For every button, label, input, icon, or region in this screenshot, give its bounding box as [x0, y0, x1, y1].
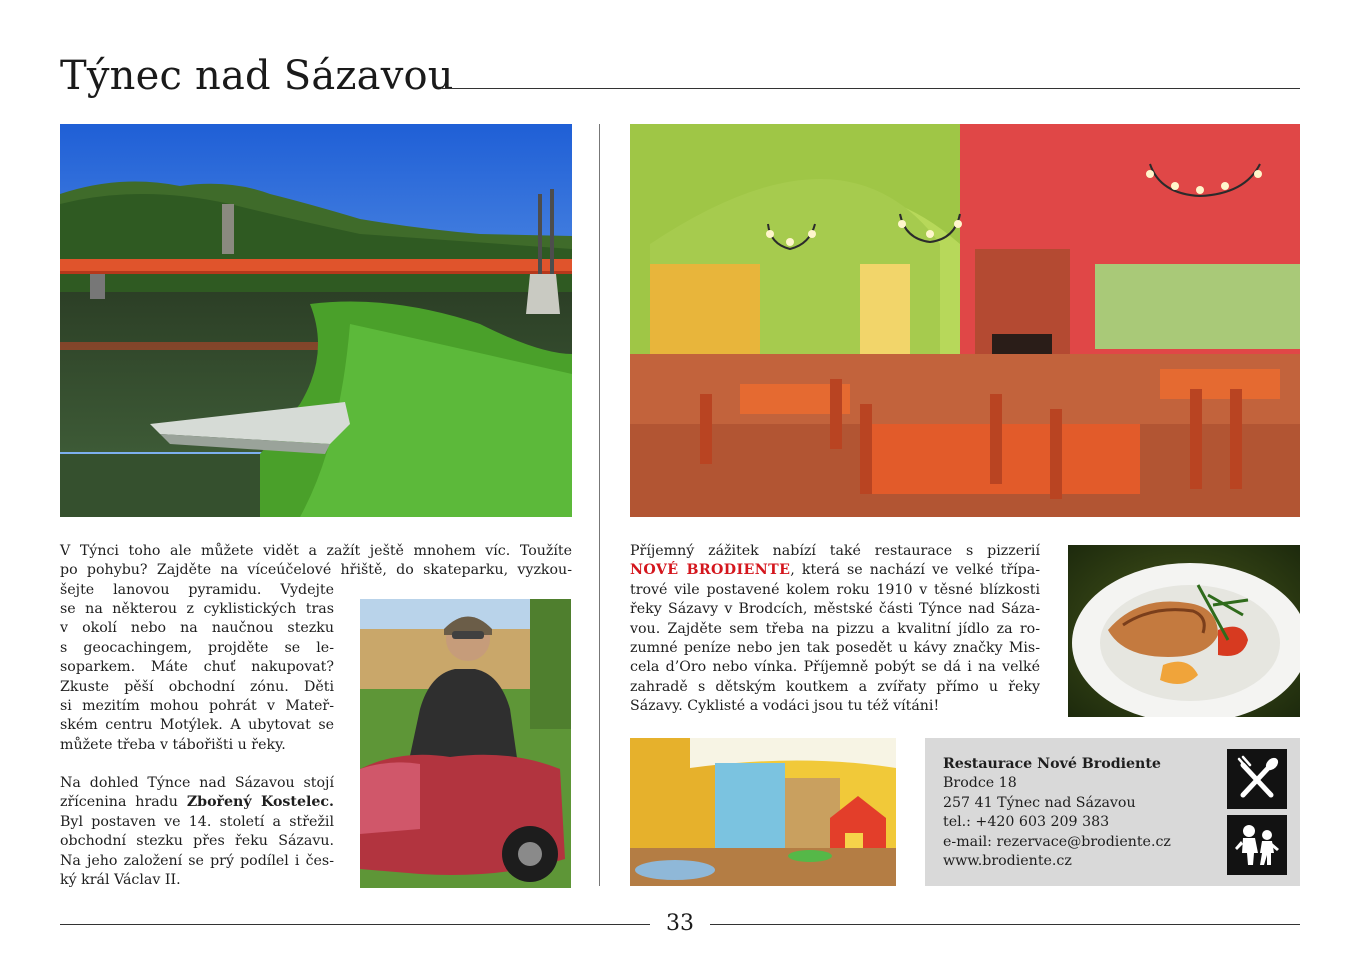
- page-title: Týnec nad Sázavou: [60, 53, 454, 99]
- text-line: řeky Sázavy v Brodcích, městské části Týnce nad Sáza-: [630, 601, 1040, 618]
- restaurant-brand-name: NOVÉ BRODIENTE: [630, 562, 791, 579]
- text-line: ském centru Motýlek. A ubytovat se: [60, 717, 334, 734]
- text-line: Sázavy. Cyklisté a vodáci jsou tu též vítáni!: [630, 698, 940, 715]
- footer-rule-right: [710, 924, 1300, 925]
- castle-name: Zbořený Kostelec.: [186, 794, 334, 811]
- text-line: se na některou z cyklistických tras: [60, 601, 334, 617]
- contact-email: e-mail: rezervace@brodiente.cz: [943, 833, 1171, 850]
- text-line: šejte lanovou pyramidu. Vydejte: [60, 581, 334, 598]
- text-line: zahradě s dětským koutkem a zvířaty přímo u řeky: [630, 678, 1040, 695]
- column-divider: [599, 124, 600, 886]
- text-line: V Týnci toho ale můžete vidět a zažít ještě mnohem víc. Toužíte: [60, 543, 572, 559]
- photo-kids-corner: [630, 738, 896, 886]
- text-line: soparkem. Máte chuť nakupovat?: [60, 659, 334, 676]
- fork-knife-icon: [1227, 749, 1287, 809]
- text-line: můžete třeba v tábořišti u řeky.: [60, 736, 286, 753]
- footer-rule-left: [60, 924, 650, 925]
- text-line: vou. Zajděte sem třeba na pizzu a kvalitní jídlo za ro-: [630, 620, 1040, 637]
- text-line: s geocachingem, projděte se le-: [60, 639, 334, 656]
- left-text-narrow: [60, 600, 334, 755]
- contact-phone: tel.: +420 603 209 383: [943, 814, 1110, 831]
- text-line: Na jeho založení se prý podílel i čes-: [60, 852, 334, 869]
- photo-restaurant-interior: [630, 124, 1300, 517]
- right-text-restaurant: [630, 542, 1040, 717]
- text-line: obchodní stezku přes řeku Sázavu.: [60, 833, 334, 850]
- text-line: si mezitím mohou pohrát v Mateř-: [60, 697, 334, 714]
- contact-website: www.brodiente.cz: [943, 852, 1072, 869]
- text-line: v okolí nebo na naučnou stezku: [60, 620, 334, 637]
- text-line: Zkuste pěší obchodní zónu. Děti: [60, 678, 334, 695]
- text-line: [630, 561, 1040, 580]
- contact-address: Brodce 18: [943, 775, 1017, 792]
- contact-details: [943, 755, 1213, 871]
- text-line: zumné peníze nebo jen tak posedět u kávy značky Mis-: [630, 639, 1040, 656]
- photo-food-plate: [1068, 545, 1300, 717]
- text-line: Byl postaven ve 14. století a střežil: [60, 813, 334, 830]
- text-line: po pohybu? Zajděte na víceúčelové hřiště, do skateparku, vyzkou-: [60, 562, 572, 579]
- text-line: ký král Václav II.: [60, 871, 181, 888]
- text-line: cela d’Oro nebo vínka. Příjemně pobýt se dá i na velké: [630, 659, 1040, 676]
- page-number: 33: [666, 911, 694, 936]
- text-line: trové vile postavené kolem roku 1910 v těsné blízkosti: [630, 581, 1040, 598]
- contact-city: 257 41 Týnec nad Sázavou: [943, 794, 1136, 811]
- left-paragraph-castle: [60, 774, 334, 890]
- left-text-full-width: [60, 542, 572, 600]
- text-fragment: , která se nachází ve velké třípa-: [790, 562, 1040, 579]
- children-icon: [1227, 815, 1287, 875]
- text-line: [60, 793, 334, 812]
- text-fragment: zřícenina hradu: [60, 794, 187, 811]
- contact-name: Restaurace Nové Brodiente: [943, 756, 1161, 772]
- text-line: Na dohled Týnce nad Sázavou stojí: [60, 775, 334, 791]
- title-rule: [442, 88, 1300, 89]
- text-line: Příjemný zážitek nabízí také restaurace s pizzerií: [630, 543, 1040, 559]
- photo-motorcycle-rider: [360, 599, 571, 888]
- photo-river-bridge: [60, 124, 572, 517]
